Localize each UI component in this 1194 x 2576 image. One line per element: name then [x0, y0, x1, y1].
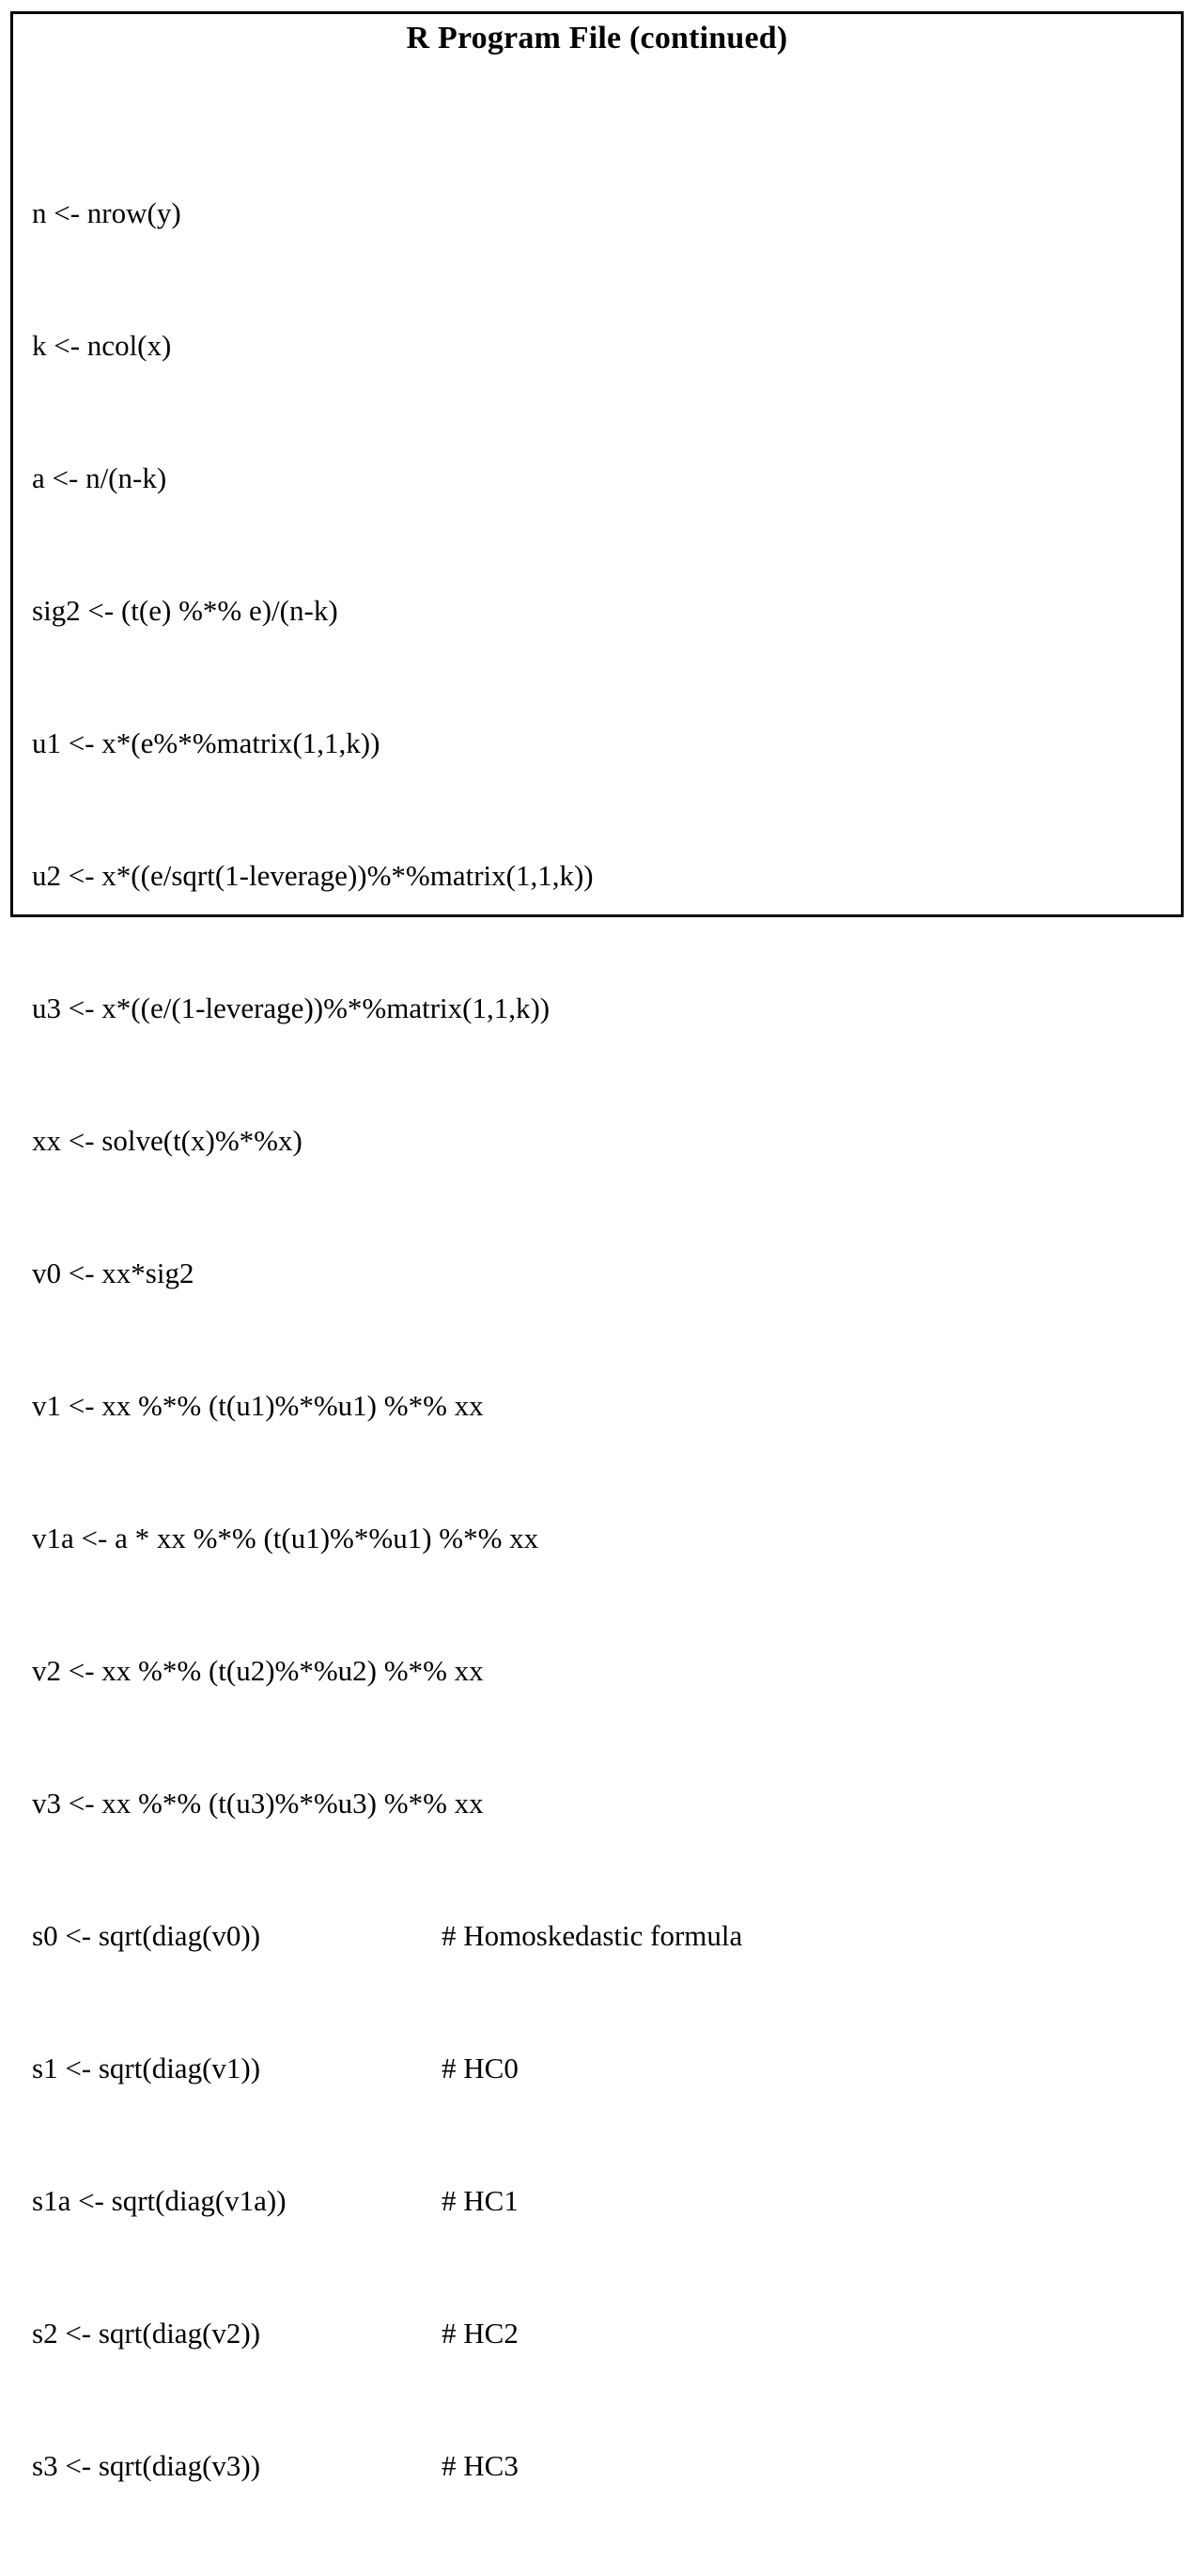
code-line [32, 1383, 1171, 1428]
comment-text: # HC2 [442, 2317, 519, 2350]
code-text: s1 <- sqrt(diag(v1)) [32, 2052, 261, 2084]
code-text: v2 <- xx %*% (t(u2)%*%u2) %*% xx [32, 1654, 484, 1687]
code-text: s3 <- sqrt(diag(v3)) [32, 2449, 261, 2482]
code-text: xx <- solve(t(x)%*%x) [32, 1124, 302, 1157]
code-line [32, 456, 1171, 500]
code-line [32, 986, 1171, 1030]
code-text: v0 <- xx*sig2 [32, 1257, 194, 1289]
code-text: sig2 <- (t(e) %*% e)/(n-k) [32, 594, 338, 627]
code-line [32, 1781, 1171, 1825]
comment-text: # Homoskedastic formula [442, 1919, 743, 1952]
code-line [32, 588, 1171, 632]
code-line [32, 2178, 1171, 2223]
code-line [32, 191, 1171, 235]
code-line [32, 1913, 1171, 1958]
code-text: s2 <- sqrt(diag(v2)) [32, 2317, 261, 2350]
code-text: u3 <- x*((e/(1-leverage))%*%matrix(1,1,k)) [32, 991, 550, 1024]
program-listing-frame [10, 11, 1184, 2482]
code-text: v1a <- a * xx %*% (t(u1)%*%u1) %*% xx [32, 1522, 539, 1554]
code-line [32, 2311, 1171, 2355]
code-line [32, 1648, 1171, 1693]
code-line [32, 323, 1171, 367]
code-text: s1a <- sqrt(diag(v1a)) [32, 2184, 287, 2217]
code-text: a <- n/(n-k) [32, 461, 167, 494]
code-line [32, 721, 1171, 765]
code-listing [32, 102, 1171, 2576]
code-text: u2 <- x*((e/sqrt(1-leverage))%*%matrix(1,1,k)) [32, 859, 594, 892]
code-text: u1 <- x*(e%*%matrix(1,1,k)) [32, 726, 380, 759]
code-text: k <- ncol(x) [32, 329, 172, 362]
code-text: v3 <- xx %*% (t(u3)%*%u3) %*% xx [32, 1787, 484, 1819]
code-text: v1 <- xx %*% (t(u1)%*%u1) %*% xx [32, 1389, 484, 1422]
code-line [32, 2046, 1171, 2090]
comment-text: # HC0 [442, 2052, 519, 2084]
code-text: n <- nrow(y) [32, 196, 181, 229]
listing-title: R Program File (continued) [406, 21, 788, 55]
code-line [32, 1516, 1171, 1560]
code-line [32, 853, 1171, 898]
comment-text: # HC1 [442, 2184, 519, 2217]
code-line [32, 2443, 1171, 2488]
code-text: s0 <- sqrt(diag(v0)) [32, 1919, 261, 1952]
code-line [32, 1251, 1171, 1295]
comment-text: # HC3 [442, 2449, 519, 2482]
code-line [32, 1118, 1171, 1163]
